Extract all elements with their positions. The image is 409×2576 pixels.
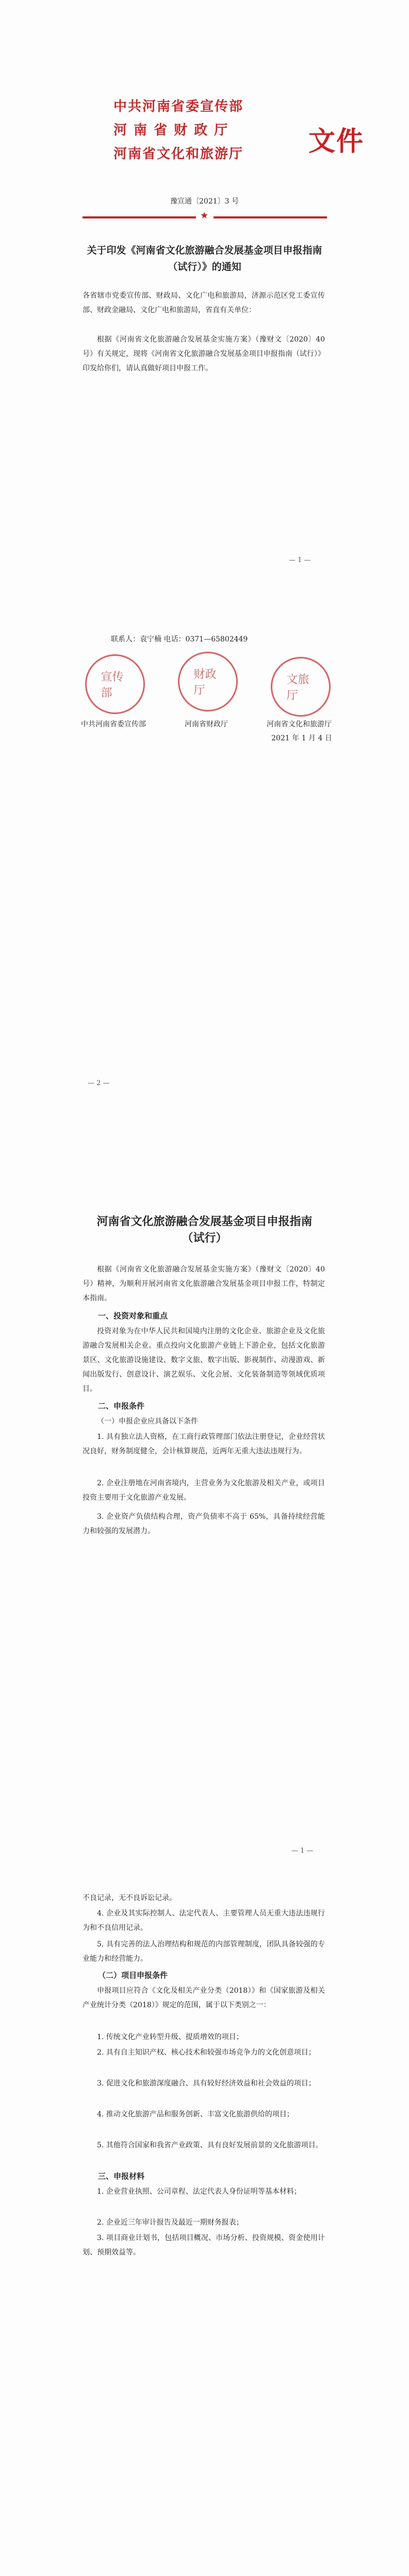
- p4-line-6: 2. 具有自主知识产权、核心技术和较强市场竞争力的文化创意项目；: [97, 2048, 316, 2057]
- page-guide-1: [0, 1128, 409, 1875]
- section-2-title: 二、申报条件: [98, 1401, 145, 1411]
- p4-line-2: 5. 具有完善的法人治理结构和规范的内部管理制度，团队具备较强的专业能力和经营能力。: [83, 1940, 325, 1963]
- p4-line-3: （二）项目申报条件: [98, 1971, 168, 1980]
- p4-line-4: 申报项目应符合《文化及相关产业分类（2018）》和《国家旅游及相关产业统计分类（2018）》规定的范围，属于以下类别之一：: [83, 1987, 325, 2009]
- condition-item-3: 3. 企业资产负债结构合理，资产负债率不高于 65%，具备持续经营能力和较强的发展潜力。: [83, 1513, 325, 1535]
- signer-propaganda: 中共河南省委宣传部: [81, 720, 146, 728]
- red-rule-left: [83, 216, 196, 218]
- section-2-sub: （一）申报企业应具备以下条件: [97, 1417, 198, 1426]
- p4-line-11: 1. 企业营业执照、公司章程、法定代表人身份证明等基本材料；: [97, 2188, 301, 2196]
- seal-propaganda-text: 宣传部: [101, 671, 124, 700]
- section-1-title: 一、投资对象和重点: [98, 1311, 168, 1320]
- page-number-3: — 1 —: [291, 1847, 314, 1855]
- p4-line-7: 3. 促进文化和旅游深度融合、具有较好经济效益和社会效益的项目；: [97, 2079, 316, 2088]
- guide-title: 河南省文化旅游融合发展基金项目申报指南（试行）: [96, 1215, 313, 1245]
- page-cover: [0, 0, 409, 613]
- seal-propaganda: [85, 654, 145, 714]
- condition-item-2: 2. 企业注册地在河南省境内，主营业务为文化旅游及相关产业，或项目投资主要用于文化旅游产业发展。: [83, 1479, 325, 1502]
- notice-title: 关于印发《河南省文化旅游融合发展基金项目申报指南（试行）》的通知: [87, 245, 322, 273]
- issuer-line-2: 河 南 省 财 政 厅: [113, 123, 229, 138]
- p4-line-10: 三、申报材料: [98, 2172, 145, 2181]
- contact-line: 联系人：袁宁楠 电话：0371—65802449: [111, 635, 248, 643]
- p4-line-9: 5. 其他符合国家和我省产业政策、具有良好发展前景的文化旅游项目。: [97, 2141, 323, 2149]
- cover-body: 根据《河南省文化旅游融合发展基金实施方案》（豫财文〔2020〕40 号）有关规定，现将《河南省文化旅游融合发展基金项目申报指南（试行）》印发给你们，请认真做好项目申报工作。: [83, 335, 325, 372]
- seal-finance: [178, 652, 238, 711]
- p4-line-8: 4. 推动文化旅游产品和服务创新、丰富文化旅游供给的项目；: [97, 2110, 294, 2119]
- addressee: 各省辖市党委宣传部、财政局、文化广电和旅游局，济源示范区党工委宣传部、财政金融局、文化广电和旅游局，省直有关单位：: [83, 292, 325, 314]
- seal-finance-text: 财政厅: [193, 668, 217, 697]
- issuer-line-3: 河南省文化和旅游厅: [113, 146, 244, 162]
- p4-line-1: 4. 企业及其实际控制人、法定代表人、主要管理人员无重大违法违规行为和不良信用记录。: [83, 1909, 325, 1932]
- issuer-line-1: 中共河南省委宣传部: [113, 99, 244, 114]
- page-number: — 1 —: [289, 556, 311, 564]
- seal-culture-text: 文旅厅: [286, 673, 309, 702]
- seal-culture: [271, 657, 331, 717]
- star-icon: ★: [200, 210, 209, 221]
- issue-date: 2021 年 1 月 4 日: [271, 734, 332, 742]
- signer-culture: 河南省文化和旅游厅: [267, 720, 332, 728]
- condition-item-1: 1. 具有独立法人资格，在工商行政管理部门依法注册登记，企业经营状况良好，财务制度健全，会计核算规范，近两年无重大违法违规行为。: [83, 1433, 325, 1455]
- p4-line-5: 1. 传统文化产业转型升级、提质增效的项目；: [97, 2033, 243, 2041]
- page-guide-2: [0, 1875, 409, 2576]
- doc-number: 豫宣通〔2021〕3 号: [170, 197, 239, 206]
- p4-line-12: 2. 企业近三年审计报告及最近一期财务报表；: [97, 2218, 243, 2227]
- page-number-2: — 2 —: [88, 1079, 110, 1087]
- p4-line-0: 不良记录，无不良诉讼记录。: [83, 1894, 176, 1902]
- signer-finance: 河南省财政厅: [185, 720, 228, 728]
- doc-word: 文件: [308, 126, 365, 157]
- page-signature: [0, 613, 409, 1128]
- p4-line-13: 3. 项目商业计划书，包括项目概况、市场分析、投资规模、资金使用计划、预期效益等。: [83, 2234, 325, 2257]
- red-rule-right: [214, 216, 327, 218]
- section-1-body: 投资对象为在中华人民共和国境内注册的文化企业、旅游企业及文化旅游融合发展相关企业。重点投向文化旅游产业链上下游企业，包括文化旅游景区、文化旅游设施建设、数字文旅、数字出版、影视制作、动漫游戏、新闻出版发行、创意设计、演艺娱乐、文化会展、文化装备制造等领域优质项目。: [83, 1327, 325, 1393]
- guide-intro: 根据《河南省文化旅游融合发展基金实施方案》（豫财文〔2020〕40 号）精神，为顺利开展河南省文化旅游融合发展基金项目申报工作，特制定本指南。: [83, 1265, 325, 1302]
